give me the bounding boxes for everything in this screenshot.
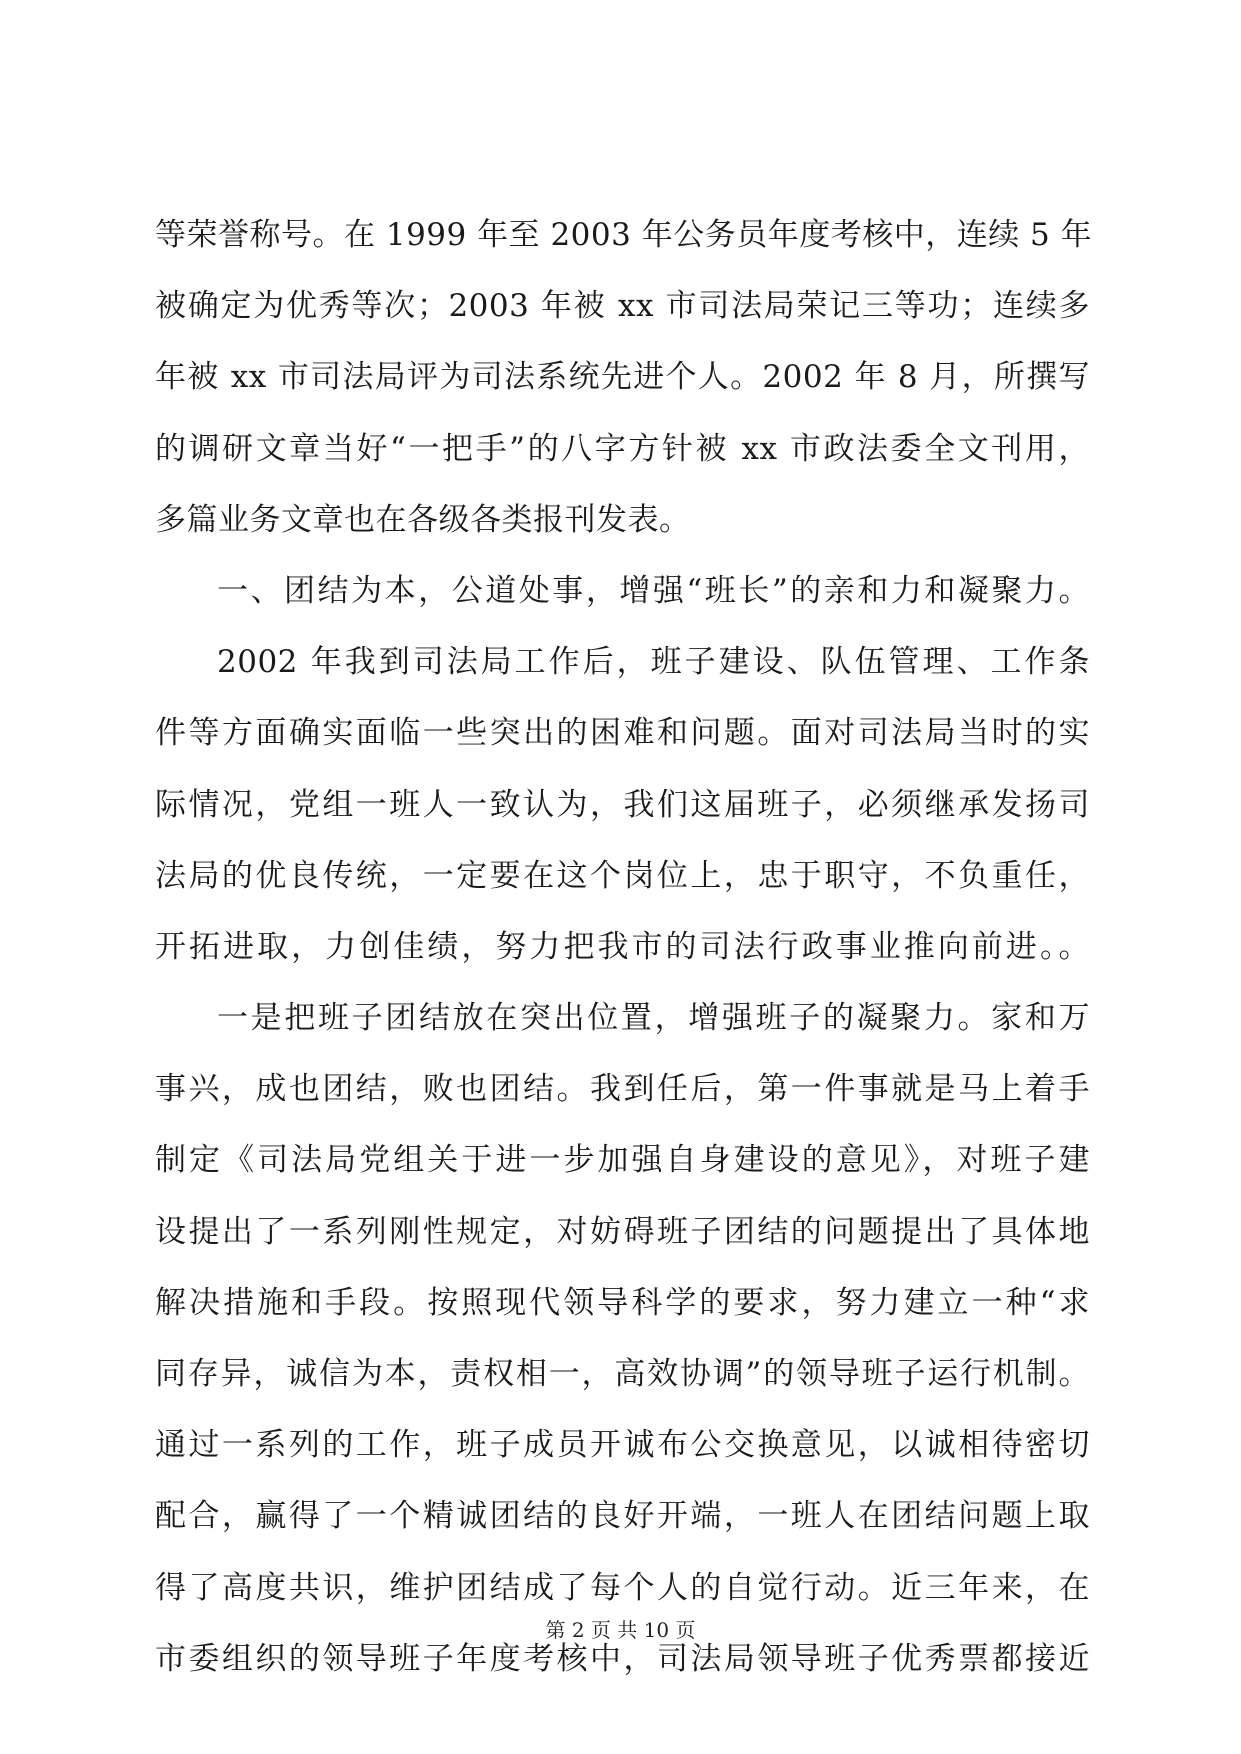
body-text	[155, 200, 1093, 1695]
text-line: 多篇业务文章也在各级各类报刊发表。	[155, 501, 691, 538]
text-line: 事兴，成也团结，败也团结。我到任后，第一件事就是马上着手	[155, 1071, 1090, 1108]
text-line: 同存异，诚信为本，责权相一，高效协调”的领导班子运行机制。	[155, 1356, 1090, 1392]
text-line: 际情况，党组一班人一致认为，我们这届班子，必须继承发扬司	[155, 786, 1090, 823]
text-line: 制定《司法局党组关于进一步加强自身建设的意见》，对班子建	[155, 1142, 1090, 1179]
text-line: 法局的优良传统，一定要在这个岗位上，忠于职守，不负重任，	[155, 857, 1090, 894]
text-line: 件等方面确实面临一些突出的困难和问题。面对司法局当时的实	[155, 715, 1090, 752]
text-line: 解决措施和手段。按照现代领导科学的要求，努力建立一种“求	[155, 1284, 1090, 1321]
text-line: 的调研文章当好“一把手”的八字方针被 xx 市政法委全文刊用，	[155, 430, 1090, 467]
text-line: 被确定为优秀等次；2003 年被 xx 市司法局荣记三等功；连续多	[155, 288, 1090, 325]
text-line: 一是把班子团结放在突出位置，增强班子的凝聚力。家和万	[217, 1000, 1090, 1037]
section-heading: 一、团结为本，公道处事，增强“班长”的亲和力和凝聚力。	[217, 572, 1090, 609]
text-line: 配合，赢得了一个精诚团结的良好开端，一班人在团结问题上取	[155, 1498, 1090, 1535]
text-line: 设提出了一系列刚性规定，对妨碍班子团结的问题提出了具体地	[155, 1213, 1090, 1250]
text-line: 开拓进取，力创佳绩，努力把我市的司法行政事业推向前进。。	[155, 928, 1090, 965]
text-line: 得了高度共识，维护团结成了每个人的自觉行动。近三年来，在	[155, 1569, 1090, 1606]
page-number-footer: 第 2 页 共 10 页	[545, 1618, 696, 1642]
text-line: 2002 年我到司法局工作后，班子建设、队伍管理、工作条	[217, 644, 1090, 681]
text-line: 等荣誉称号。在 1999 年至 2003 年公务员年度考核中，连续 5 年	[155, 217, 1093, 253]
text-line: 通过一系列的工作，班子成员开诚布公交换意见，以诚相待密切	[155, 1427, 1090, 1464]
text-line: 年被 xx 市司法局评为司法系统先进个人。2002 年 8 月，所撰写	[155, 359, 1090, 396]
text-line: 市委组织的领导班子年度考核中，司法局领导班子优秀票都接近	[155, 1640, 1090, 1677]
